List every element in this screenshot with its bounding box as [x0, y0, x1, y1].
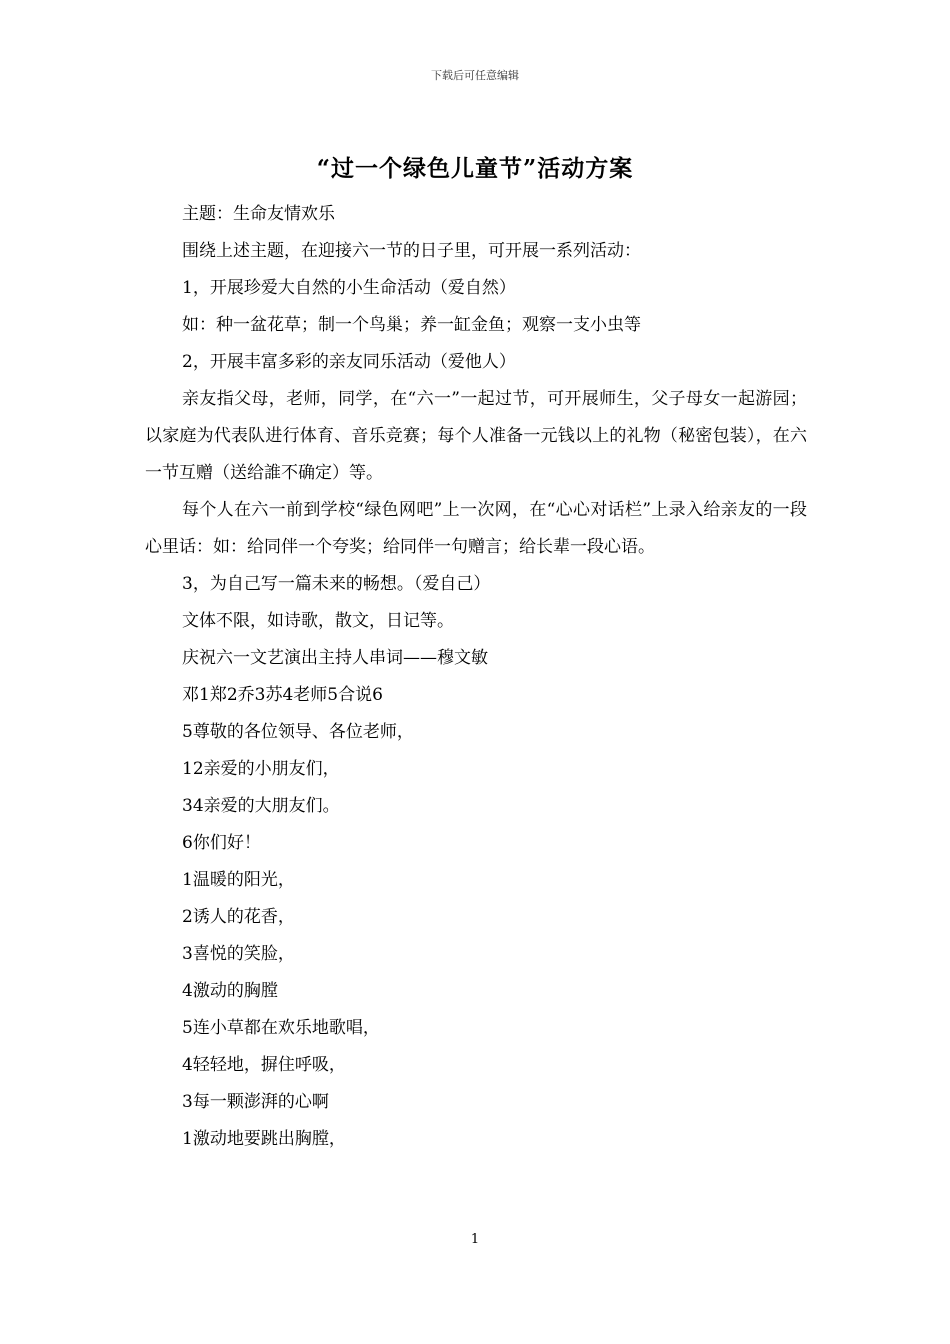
- document-body: [145, 196, 807, 1158]
- paragraph: 1，开展珍爱大自然的小生命活动（爱自然）: [182, 278, 516, 298]
- paragraph: 1激动地要跳出胸膛，: [182, 1129, 346, 1149]
- paragraph: 如：种一盆花草；制一个鸟巢；养一缸金鱼；观察一支小虫等: [182, 315, 641, 335]
- paragraph: 6你们好！: [182, 833, 261, 853]
- paragraph: 3喜悦的笑脸，: [182, 944, 295, 964]
- paragraph: 邓1郑2乔3苏4老师5合说6: [182, 685, 383, 705]
- paragraph: 庆祝六一文艺演出主持人串词——穆文敏: [182, 648, 488, 668]
- paragraph: 12亲爱的小朋友们，: [182, 759, 340, 779]
- document-title: “过一个绿色儿童节”活动方案: [316, 155, 634, 182]
- paragraph: 4激动的胸膛: [182, 981, 278, 1001]
- paragraph: 亲友指父母，老师，同学，在“六一”一起过节，可开展师生，父子母女一起游园；以家庭为代表队进行体育、音乐竞赛；每个人准备一元钱以上的礼物（秘密包装），在六一节互赠（送给誰不确定）等。: [145, 389, 807, 483]
- paragraph: 2，开展丰富多彩的亲友同乐活动（爱他人）: [182, 352, 516, 372]
- page-header-note: 下载后可任意编辑: [431, 69, 519, 82]
- paragraph: 主题：生命友情欢乐: [182, 204, 335, 224]
- paragraph: 3，为自己写一篇未来的畅想。（爱自己）: [182, 574, 491, 594]
- paragraph: 34亲爱的大朋友们。: [182, 796, 340, 816]
- paragraph: 5尊敬的各位领导、各位老师，: [182, 722, 414, 742]
- paragraph: 围绕上述主题，在迎接六一节的日子里，可开展一系列活动：: [182, 241, 641, 261]
- paragraph: 2诱人的花香，: [182, 907, 295, 927]
- paragraph: 4轻轻地，摒住呼吸，: [182, 1055, 346, 1075]
- paragraph: 文体不限，如诗歌，散文，日记等。: [182, 611, 454, 631]
- paragraph: 5连小草都在欢乐地歌唱，: [182, 1018, 380, 1038]
- page-number: 1: [470, 1232, 480, 1247]
- paragraph: 每个人在六一前到学校“绿色网吧”上一次网，在“心心对话栏”上录入给亲友的一段心里话：如：给同伴一个夸奖；给同伴一句赠言；给长辈一段心语。: [145, 500, 807, 557]
- paragraph: 3每一颗澎湃的心啊: [182, 1092, 329, 1112]
- paragraph: 1温暖的阳光，: [182, 870, 295, 890]
